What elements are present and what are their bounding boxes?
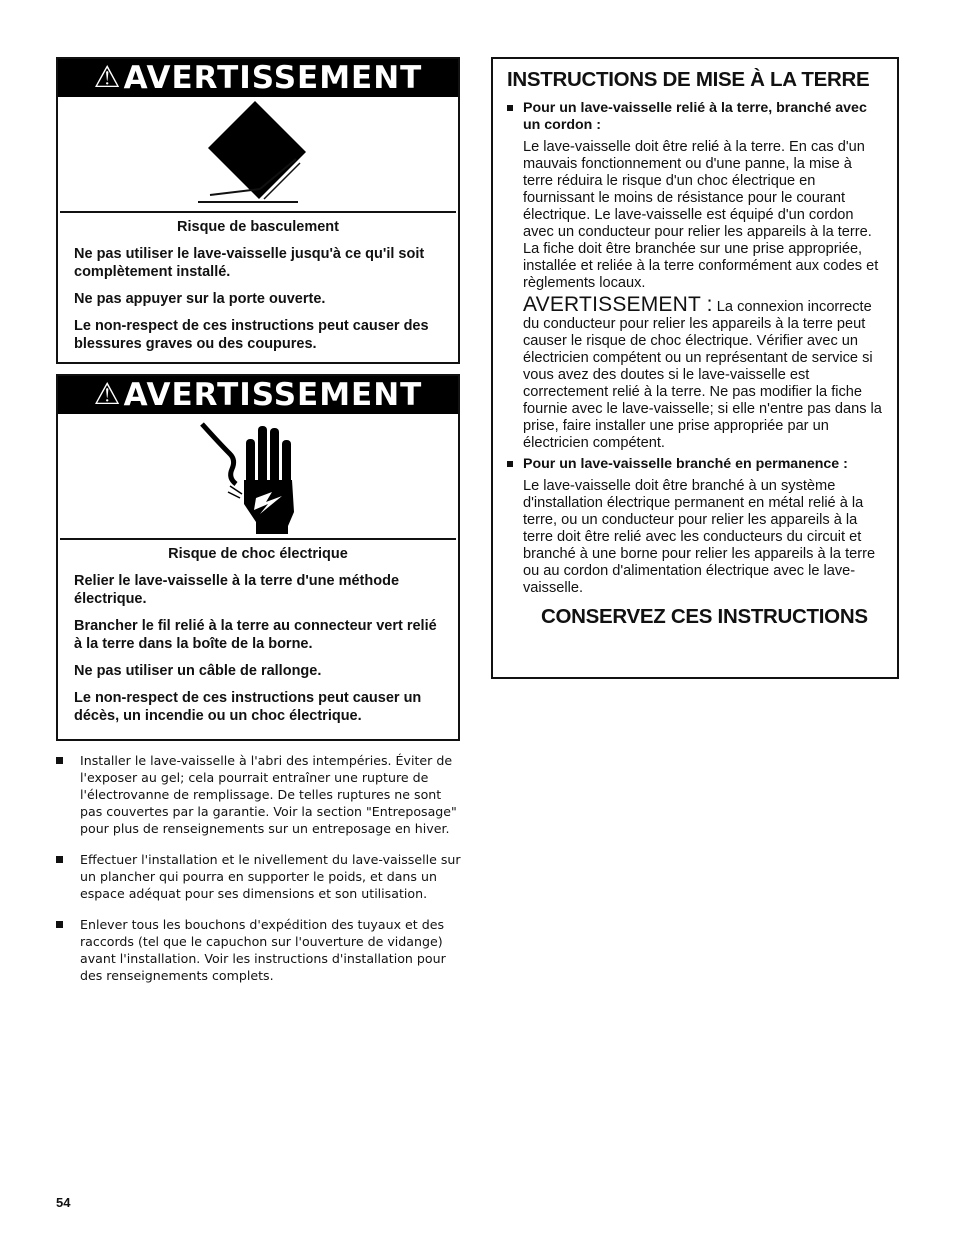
tip-over-hazard-icon xyxy=(60,97,460,211)
warning-line: Brancher le fil relié à la terre au connecteur vert relié à la terre dans la boîte de la borne. xyxy=(74,618,437,652)
subheading-permanent xyxy=(507,456,883,473)
warning-triangle-icon: ⚠ xyxy=(93,60,122,95)
page-number: 54 xyxy=(56,1195,71,1210)
corded-paragraph: Le lave-vaisselle doit être relié à la terre. En cas d'un mauvais fonctionnement ou d'une panne, la mise à terre réduira le risque d'un choc électrique en fournissant le moins de résistance pour le courant électrique. Le lave-vaisselle est équipé d'un cordon avec un conducteur pour relier les appareils à la terre. La fiche doit être branchée sur une prise appropriée, installée et reliée à la terre conformément aux codes et règlements locaux. xyxy=(523,139,879,291)
subheading-text: Pour un lave-vaisselle branché en permanence : xyxy=(523,456,848,472)
grounding-instructions-box xyxy=(491,57,899,679)
warning-body xyxy=(58,213,458,370)
subheading-corded xyxy=(507,100,883,134)
electric-shock-hazard-icon xyxy=(60,414,460,538)
square-bullet-icon xyxy=(56,752,80,837)
list-item-text: Effectuer l'installation et le nivellement du lave-vaisselle sur un plancher qui pourra en supporter le poids, et dans un espace adéquat pour ses dimensions et son utilisation. xyxy=(80,852,461,901)
grounding-warning-label: AVERTISSEMENT : xyxy=(523,293,713,316)
tip-over-pictogram-area xyxy=(60,97,456,213)
square-bullet-icon xyxy=(56,916,80,984)
list-item xyxy=(56,851,466,902)
warning-line: Ne pas utiliser le lave-vaisselle jusqu'à ce qu'il soit complètement installé. xyxy=(74,246,425,280)
warning-header xyxy=(58,376,458,414)
section-title: INSTRUCTIONS DE MISE À LA TERRE xyxy=(507,68,870,91)
list-item xyxy=(56,752,466,837)
warning-line: Le non-respect de ces instructions peut causer un décès, un incendie ou un choc électrique. xyxy=(74,690,422,724)
warning-body xyxy=(58,540,458,742)
hazard-title: Risque de basculement xyxy=(177,219,339,235)
warning-line: Ne pas appuyer sur la porte ouverte. xyxy=(74,291,326,307)
warning-line: Relier le lave-vaisselle à la terre d'une méthode électrique. xyxy=(74,573,400,607)
hazard-title: Risque de choc électrique xyxy=(168,546,348,562)
warning-header-text: AVERTISSEMENT xyxy=(123,59,423,96)
save-instructions-text: CONSERVEZ CES INSTRUCTIONS xyxy=(541,605,868,628)
warning-triangle-icon: ⚠ xyxy=(93,377,122,412)
square-bullet-icon xyxy=(507,100,523,134)
installation-notes-list xyxy=(56,752,466,998)
warning-box-electric-shock xyxy=(56,374,460,741)
list-item-text: Installer le lave-vaisselle à l'abri des intempéries. Éviter de l'exposer au gel; cela pourrait entraîner une rupture de l'électrovanne de remplissage. De telles ruptures ne sont pas couvertes par la garantie. Voir la section "Entreposage" pour plus de renseignements sur un entreposage en hiver. xyxy=(80,753,457,836)
subheading-text: Pour un lave-vaisselle relié à la terre, branché avec un cordon : xyxy=(523,100,867,133)
grounding-warning xyxy=(523,293,883,452)
warning-line: Le non-respect de ces instructions peut causer des blessures graves ou des coupures. xyxy=(74,318,429,352)
list-item-text: Enlever tous les bouchons d'expédition des tuyaux et des raccords (tel que le capuchon sur l'ouverture de vidange) avant l'installation. Voir les instructions d'installation pour des renseignements complets. xyxy=(80,917,446,983)
warning-header xyxy=(58,59,458,97)
square-bullet-icon xyxy=(507,456,523,473)
grounding-warning-text: La connexion incorrecte du conducteur pour relier les appareils à la terre peut causer le risque de choc électrique. Vérifier avec un électricien compétent ou un représentant de service si vous avez des doutes si le lave-vaisselle est correctement relié à la terre. Ne pas modifier la fiche fournie avec le lave-vaisselle; si elle n'entre pas dans la prise, faire installer une prise appropriée par un électricien compétent. xyxy=(523,299,882,451)
list-item xyxy=(56,916,466,984)
warning-box-tip-over xyxy=(56,57,460,364)
permanent-paragraph: Le lave-vaisselle doit être branché à un système d'installation électrique permanent en métal relié à la terre, ou un conducteur pour relier les appareils à la terre doit être relié avec les conducteurs du circuit et branché à une borne pour relier les appareils à la terre ou au cordon d'alimentation électrique avec le lave-vaisselle. xyxy=(523,478,876,596)
shock-pictogram-area xyxy=(60,414,456,540)
warning-header-text: AVERTISSEMENT xyxy=(123,376,423,413)
warning-line: Ne pas utiliser un câble de rallonge. xyxy=(74,663,322,679)
square-bullet-icon xyxy=(56,851,80,902)
